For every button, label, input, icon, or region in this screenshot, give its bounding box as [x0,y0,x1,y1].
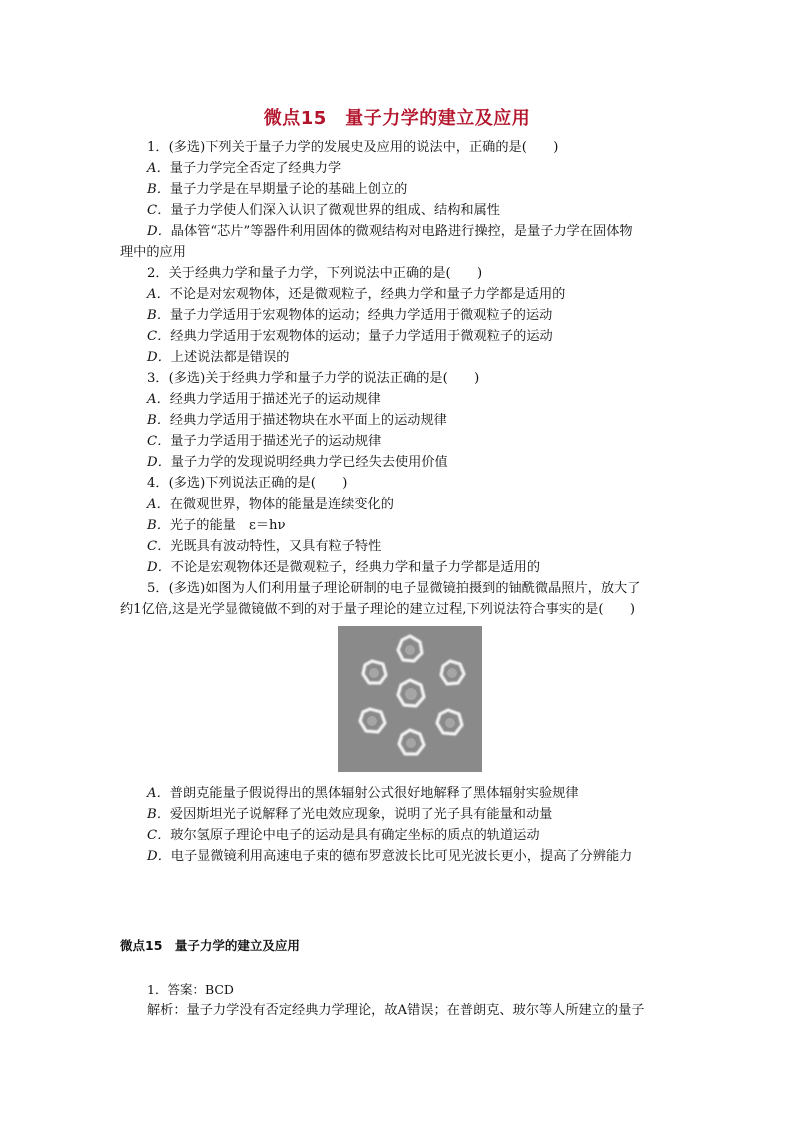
option-text: 经典力学适用于宏观物体的运动；量子力学适用于微观粒子的运动 [170,329,553,344]
option-text: 爱因斯坦光子说解释了光电效应现象，说明了光子具有能量和动量 [169,807,553,822]
uranyl-microcrystal-photo [338,626,482,772]
page-title: 微点15 量子力学的建立及应用 [263,108,531,129]
option-text: 量子力学适用于描述光子的运动规律 [170,434,382,449]
q1-option-a [147,159,341,179]
crystal-core [406,738,416,748]
answer-1: 1．答案：BCD [147,982,234,997]
option-letter: C． [147,828,171,843]
q3-stem: 3．(多选)关于经典力学和量子力学的说法正确的是( ) [147,371,480,386]
q5-stem-cont: 约1亿倍,这是光学显微镜做不到的对于量子理论的建立过程,下列说法符合事实的是( ) [120,602,635,617]
crystal-core [447,668,457,678]
q3-option-a [147,390,381,410]
option-letter: B． [147,518,170,533]
option-letter: A． [147,161,170,176]
q2-option-d [147,348,289,368]
answer-1-explanation: 解析：量子力学没有否定经典力学理论，故A错误；在普朗克、玻尔等人所建立的量子 [147,1003,645,1018]
q4-option-b [147,516,286,536]
crystal-core [367,716,377,726]
crystal-core [445,718,455,728]
q5-option-b [147,805,552,825]
option-letter: C． [147,203,171,218]
q2-option-b [147,306,552,326]
option-letter: B． [147,807,170,822]
option-letter: B． [147,182,170,197]
q1-option-d-cont: 理中的应用 [120,245,186,260]
option-letter: A． [147,392,170,407]
crystal-image [338,626,482,772]
q4-option-a [147,495,394,515]
q1-stem: 1．(多选)下列关于量子力学的发展史及应用的说法中，正确的是( ) [147,140,559,155]
q4-option-d [147,558,540,578]
option-text: 光既具有波动特性，又具有粒子特性 [170,539,382,554]
option-letter: C． [147,434,171,449]
q3-option-c [147,432,381,452]
option-text: 电子显微镜利用高速电子束的德布罗意波长比可见光波长更小，提高了分辨能力 [170,849,633,864]
option-text: 经典力学适用于描述物块在水平面上的运动规律 [169,413,447,428]
option-letter: B． [147,308,170,323]
option-text: 普朗克能量子假说得出的黑体辐射公式很好地解释了黑体辐射实验规律 [169,786,579,801]
option-letter: A． [147,287,170,302]
option-text: 在微观世界，物体的能量是连续变化的 [169,497,394,512]
option-letter: C． [147,329,171,344]
option-letter: D． [147,560,171,575]
q3-option-b [147,411,447,431]
option-letter: A． [147,786,170,801]
q1-option-c [147,201,500,221]
q2-option-a [147,285,565,305]
crystal-core [405,645,415,655]
option-text: 晶体管“芯片”等器件利用固体的微观结构对电路进行操控，是量子力学在固体物 [170,224,633,239]
option-letter: D． [147,455,171,470]
crystal-core [405,688,417,700]
q5-option-c [147,826,540,846]
q4-option-c [147,537,381,557]
option-text: 量子力学使人们深入认识了微观世界的组成、结构和属性 [170,203,500,218]
option-letter: D． [147,350,171,365]
q4-stem: 4．(多选)下列说法正确的是( ) [147,476,348,491]
q5-option-d [147,847,632,867]
q2-stem: 2．关于经典力学和量子力学，下列说法中正确的是( ) [147,266,483,281]
crystal-core [369,668,379,678]
option-letter: C． [147,539,171,554]
option-text: 玻尔氢原子理论中电子的运动是具有确定坐标的质点的轨道运动 [170,828,540,843]
option-text: 量子力学是在早期量子论的基础上创立的 [169,182,408,197]
option-letter: D． [147,224,171,239]
option-text: 经典力学适用于描述光子的运动规律 [169,392,381,407]
option-letter: A． [147,497,170,512]
q5-stem: 5．(多选)如图为人们利用量子理论研制的电子显微镜拍摄到的铀酰微晶照片，放大了 [147,581,641,596]
option-text: 量子力学完全否定了经典力学 [169,161,342,176]
option-text: 不论是对宏观物体，还是微观粒子，经典力学和量子力学都是适用的 [169,287,566,302]
option-text: 光子的能量 ε＝hν [169,518,286,533]
answer-section-title: 微点15 量子力学的建立及应用 [120,938,300,953]
option-letter: D． [147,849,171,864]
q5-option-a [147,784,579,804]
option-text: 量子力学的发现说明经典力学已经失去使用价值 [170,455,448,470]
option-text: 上述说法都是错误的 [170,350,290,365]
q1-option-b [147,180,407,200]
option-text: 不论是宏观物体还是微观粒子，经典力学和量子力学都是适用的 [170,560,541,575]
option-letter: B． [147,413,170,428]
q1-option-d [147,222,633,242]
q3-option-d [147,453,448,473]
option-text: 量子力学适用于宏观物体的运动；经典力学适用于微观粒子的运动 [169,308,553,323]
q2-option-c [147,327,553,347]
